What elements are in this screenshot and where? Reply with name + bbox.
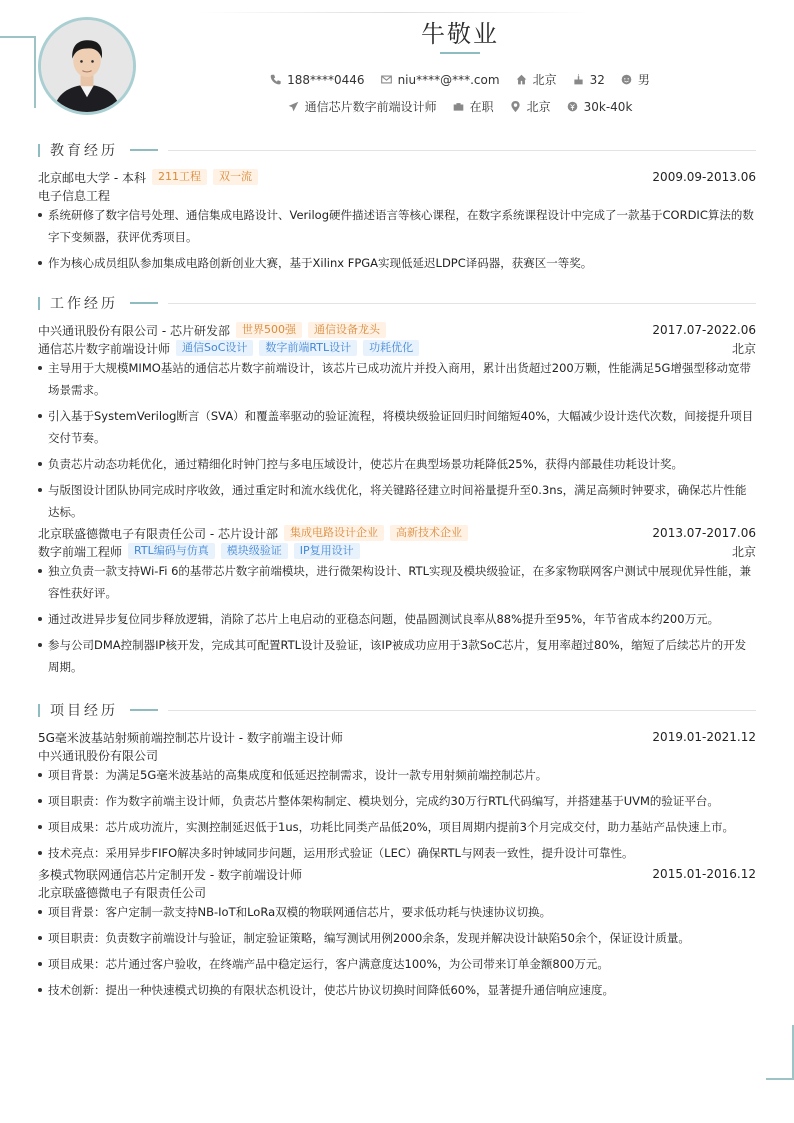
list-item: 主导用于大规模MIMO基站的通信芯片数字前端设计，该芯片已成功流片并投入商用，累计出货超过200万颗，性能满足5G增强型移动宽带场景需求。 — [38, 357, 756, 401]
job-city: 北京 — [731, 544, 756, 559]
list-item: 项目职责：负责数字前端设计与验证，制定验证策略，编写测试用例2000余条，发现并解决设计缺陷50余个，保证设计质量。 — [38, 927, 756, 949]
cake-icon — [573, 74, 584, 85]
position-row — [38, 542, 756, 560]
section-title: 工作经历 — [50, 296, 118, 312]
company-name: 中兴通讯股份有限公司 - 芯片研发部 — [38, 323, 230, 338]
section-accent-line — [130, 149, 158, 151]
project-org: 中兴通讯股份有限公司 — [38, 748, 159, 763]
project-name: 多模式物联网通信芯片定制开发 - 数字前端设计师 — [38, 867, 302, 882]
list-item: 独立负责一款支持Wi-Fi 6的基带芯片数字前端模块，进行微架构设计、RTL实现及模块级验证，在多家物联网客户测试中展现优异性能，兼容性获好评。 — [38, 560, 756, 604]
phone-info — [270, 73, 364, 87]
briefcase-icon — [453, 101, 464, 112]
status-text: 在职 — [469, 100, 494, 114]
section-marker — [38, 297, 40, 310]
section-title: 项目经历 — [50, 703, 118, 719]
school-name: 北京邮电大学 - 本科 — [38, 170, 146, 185]
hometown-info — [516, 71, 557, 88]
project-date: 2015.01-2016.12 — [652, 867, 756, 881]
age-text: 32 — [589, 72, 605, 87]
project-bullets — [38, 764, 756, 864]
salary-text: 30k-40k — [583, 99, 633, 114]
age-info — [573, 73, 605, 87]
section-header — [38, 294, 756, 312]
section-marker — [38, 704, 40, 717]
candidate-name: 牛敬业 — [421, 20, 499, 48]
section-header — [38, 141, 756, 159]
email-info — [381, 73, 500, 87]
skill-tag: RTL编码与仿真 — [128, 543, 215, 559]
job-entry — [38, 321, 756, 523]
list-item: 参与公司DMA控制器IP核开发，完成其可配置RTL设计及验证，该IP被成功应用于3款SoC芯片，复用率超过80%，缩短了后续芯片的开发周期。 — [38, 634, 756, 678]
gender-icon — [621, 74, 632, 85]
job-date: 2017.07-2022.06 — [652, 323, 756, 337]
list-item: 系统研修了数字信号处理、通信集成电路设计、Verilog硬件描述语言等核心课程，在数字系统课程设计中完成了一款基于CORDIC算法的数字下变频器，获评优秀项目。 — [38, 204, 756, 248]
list-item: 作为核心成员组队参加集成电路创新创业大赛，基于Xilinx FPGA实现低延迟LDPC译码器，获赛区一等奖。 — [38, 252, 756, 274]
company-tag: 世界500强 — [236, 322, 302, 338]
target-position-text: 通信芯片数字前端设计师 — [304, 100, 437, 114]
job-header — [38, 524, 756, 542]
education-entry-header — [38, 168, 756, 186]
project-entry — [38, 728, 756, 864]
home-icon — [516, 74, 527, 85]
send-icon — [288, 101, 299, 112]
position-title: 数字前端工程师 — [38, 544, 123, 559]
phone-text: 188****0446 — [287, 72, 365, 87]
salary-icon — [567, 101, 578, 112]
job-entry — [38, 524, 756, 678]
position-row — [38, 339, 756, 357]
company-tag: 集成电路设计企业 — [284, 525, 384, 541]
email-text: niu****@***.com — [397, 72, 500, 87]
phone-icon — [270, 74, 281, 85]
list-item: 负责芯片动态功耗优化，通过精细化时钟门控与多电压域设计，使芯片在典型场景功耗降低25%，获得内部最佳功耗设计奖。 — [38, 453, 756, 475]
list-item: 技术创新：提出一种快速模式切换的有限状态机设计，使芯片协议切换时间降低60%，显著提升通信响应速度。 — [38, 979, 756, 1001]
project-name: 5G毫米波基站射频前端控制芯片设计 - 数字前端主设计师 — [38, 730, 343, 745]
job-date: 2013.07-2017.06 — [652, 526, 756, 540]
list-item: 技术亮点：采用异步FIFO解决多时钟域同步问题，运用形式验证（LEC）确保RTL与网表一致性，提升设计可靠性。 — [38, 842, 756, 864]
job-intent-row — [0, 98, 794, 115]
list-item: 项目成果：芯片成功流片，实测控制延迟低于1us，功耗比同类产品低20%，项目周期内提前3个月完成交付，助力基站产品快速上市。 — [38, 816, 756, 838]
company-name: 北京联盛德微电子有限责任公司 - 芯片设计部 — [38, 526, 278, 541]
job-bullets — [38, 560, 756, 678]
skill-tag: 数字前端RTL设计 — [259, 340, 357, 356]
job-header — [38, 321, 756, 339]
major-row — [38, 186, 756, 204]
project-date: 2019.01-2021.12 — [652, 730, 756, 744]
job-city: 北京 — [731, 341, 756, 356]
list-item: 与版图设计团队协同完成时序收敛，通过重定时和流水线优化，将关键路径建立时间裕量提升至0.3ns，满足高频时钟要求，确保芯片性能达标。 — [38, 479, 756, 523]
salary-info — [567, 100, 633, 114]
list-item: 通过改进异步复位同步释放逻辑，消除了芯片上电启动的亚稳态问题，使晶圆测试良率从88%提升至95%，年节省成本约200万元。 — [38, 608, 756, 630]
skill-tag: IP复用设计 — [294, 543, 360, 559]
project-header — [38, 865, 756, 883]
project-header — [38, 728, 756, 746]
section-rule — [168, 710, 756, 711]
top-divider — [200, 12, 590, 13]
gender-info — [621, 71, 650, 88]
contact-row — [0, 71, 794, 88]
list-item: 项目成果：芯片通过客户验收，在终端产品中稳定运行，客户满意度达100%，为公司带来订单金额800万元。 — [38, 953, 756, 975]
hometown-text: 北京 — [532, 73, 557, 87]
position-title: 通信芯片数字前端设计师 — [38, 341, 171, 356]
project-entry — [38, 865, 756, 1001]
skill-tag: 功耗优化 — [363, 340, 419, 356]
target-position-info — [288, 98, 437, 115]
gender-text: 男 — [637, 73, 650, 87]
education-bullets — [38, 204, 756, 274]
corner-decoration-bottom-right — [766, 1025, 794, 1080]
education-section — [38, 141, 756, 278]
section-accent-line — [130, 302, 158, 304]
list-item: 项目职责：作为数字前端主设计师，负责芯片整体架构制定、模块划分，完成约30万行RTL代码编写，并搭建基于UVM的验证平台。 — [38, 790, 756, 812]
skill-tag: 模块级验证 — [221, 543, 288, 559]
project-org-row — [38, 746, 756, 764]
name-underline — [440, 52, 480, 54]
list-item: 引入基于SystemVerilog断言（SVA）和覆盖率驱动的验证流程，将模块级验证回归时间缩短40%，大幅减少设计迭代次数，间接提升项目交付节奏。 — [38, 405, 756, 449]
section-header — [38, 701, 756, 719]
location-pin-icon — [510, 101, 521, 112]
projects-section — [38, 701, 756, 1005]
section-rule — [168, 150, 756, 151]
company-tag: 通信设备龙头 — [308, 322, 386, 338]
company-tag: 高新技术企业 — [390, 525, 468, 541]
work-section — [38, 294, 756, 682]
list-item: 项目背景：为满足5G毫米波基站的高集成度和低延迟控制需求，设计一款专用射频前端控制芯片。 — [38, 764, 756, 786]
job-bullets — [38, 357, 756, 523]
project-bullets — [38, 901, 756, 1001]
list-item: 项目背景：客户定制一款支持NB-IoT和LoRa双模的物联网通信芯片，要求低功耗与快速协议切换。 — [38, 901, 756, 923]
section-rule — [168, 303, 756, 304]
section-title: 教育经历 — [50, 143, 118, 159]
school-tag: 双一流 — [213, 169, 258, 185]
status-info — [453, 98, 494, 115]
major: 电子信息工程 — [38, 188, 111, 203]
target-city-info — [510, 98, 551, 115]
school-tag: 211工程 — [152, 169, 207, 185]
target-city-text: 北京 — [526, 100, 551, 114]
education-date: 2009.09-2013.06 — [652, 170, 756, 184]
section-marker — [38, 144, 40, 157]
section-accent-line — [130, 709, 158, 711]
skill-tag: 通信SoC设计 — [176, 340, 253, 356]
mail-icon — [381, 74, 392, 85]
project-org-row — [38, 883, 756, 901]
project-org: 北京联盛德微电子有限责任公司 — [38, 885, 207, 900]
